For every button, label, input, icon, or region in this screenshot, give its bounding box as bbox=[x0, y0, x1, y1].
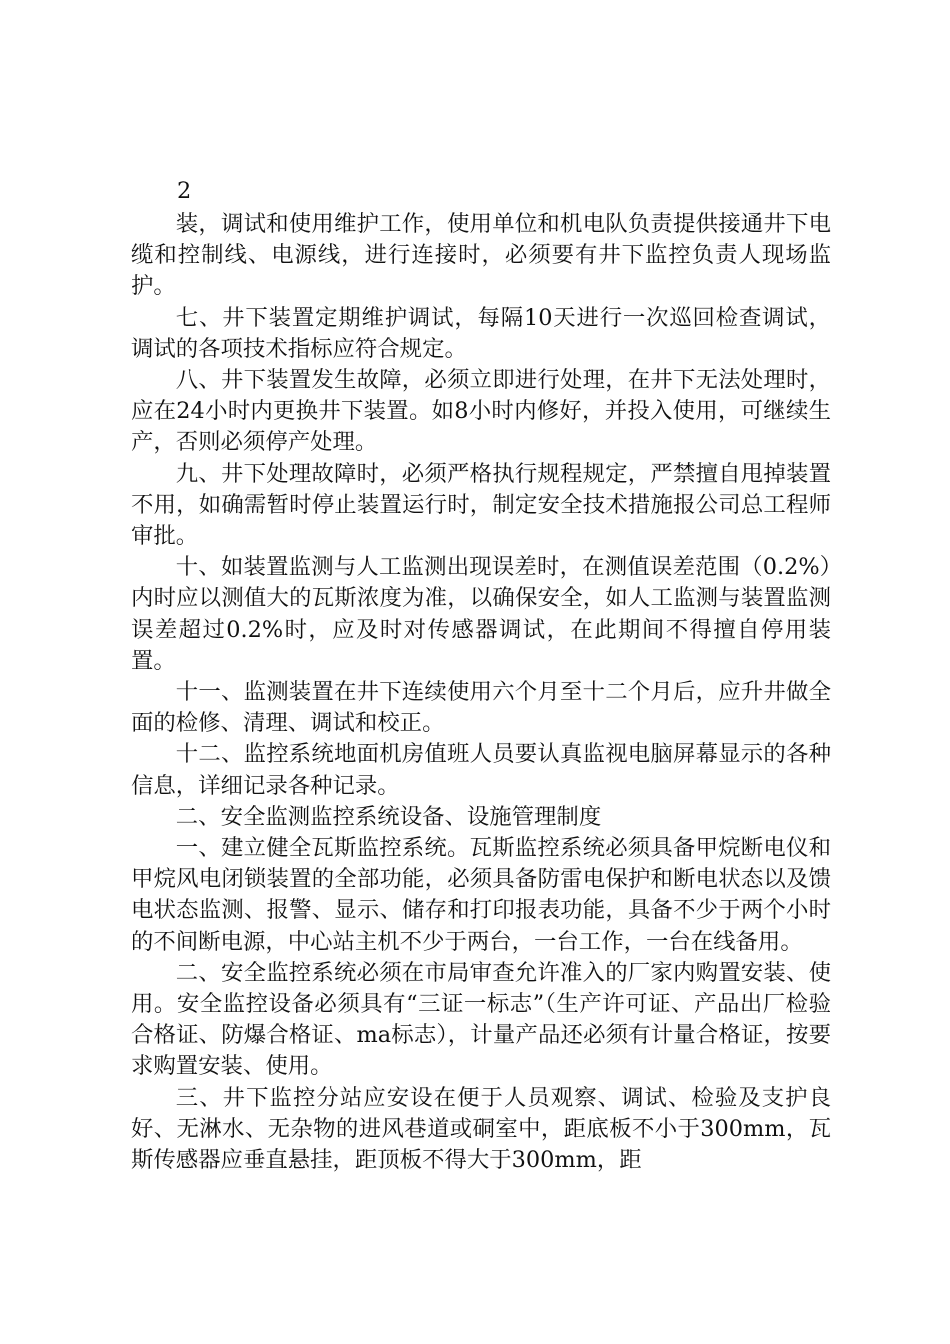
paragraph-section2-item-2: 二、安全监控系统必须在市局审查允许准入的厂家内购置安装、使用。安全监控设备必须具有“三证一标志”（生产许可证、产品出厂检验合格证、防爆合格证、ma标志），计量产品还必须有计量合格证，按要求购置安装、使用。 bbox=[131, 959, 831, 1080]
paragraph-item-8: 八、井下装置发生故障，必须立即进行处理，在井下无法处理时，应在24小时内更换井下装置。如8小时内修好，并投入使用，可继续生产，否则必须停产处理。 bbox=[131, 367, 831, 456]
paragraph-item-11: 十一、监测装置在井下连续使用六个月至十二个月后，应升井做全面的检修、清理、调试和校正。 bbox=[131, 679, 831, 737]
paragraph-section2-item-3: 三、井下监控分站应安设在便于人员观察、调试、检验及支护良好、无淋水、无杂物的进风巷道或硐室中，距底板不小于300mm，瓦斯传感器应垂直悬挂，距顶板不得大于300mm，距 bbox=[131, 1084, 831, 1174]
paragraph-item-7: 七、井下装置定期维护调试，每隔10天进行一次巡回检查调试，调试的各项技术指标应符合规定。 bbox=[131, 304, 831, 362]
section-heading: 二、安全监测监控系统设备、设施管理制度 bbox=[175, 803, 602, 830]
paragraph-continuation: 装，调试和使用维护工作，使用单位和机电队负责提供接通井下电缆和控制线、电源线，进行连接时，必须要有井下监控负责人现场监护。 bbox=[131, 211, 831, 300]
paragraph-item-9: 九、井下处理故障时，必须严格执行规程规定，严禁擅自甩掉装置不用，如确需暂时停止装置运行时，制定安全技术措施报公司总工程师审批。 bbox=[131, 460, 831, 550]
document-page bbox=[131, 176, 831, 1176]
page-number: 2 bbox=[177, 178, 192, 204]
paragraph-section2-item-1: 一、建立健全瓦斯监控系统。瓦斯监控系统必须具备甲烷断电仪和甲烷风电闭锁装置的全部功能，必须具备防雷电保护和断电状态以及馈电状态监测、报警、显示、储存和打印报表功能，具备不少于两个小时的不间断电源，中心站主机不少于两台，一台工作，一台在线备用。 bbox=[131, 835, 831, 955]
paragraph-item-12: 十二、监控系统地面机房值班人员要认真监视电脑屏幕显示的各种信息，详细记录各种记录。 bbox=[131, 741, 831, 799]
paragraph-item-10: 十、如装置监测与人工监测出现误差时，在测值误差范围（0.2%）内时应以测值大的瓦斯浓度为准，以确保安全，如人工监测与装置监测误差超过0.2%时，应及时对传感器调试，在此期间不得擅自停用装置。 bbox=[131, 554, 831, 674]
